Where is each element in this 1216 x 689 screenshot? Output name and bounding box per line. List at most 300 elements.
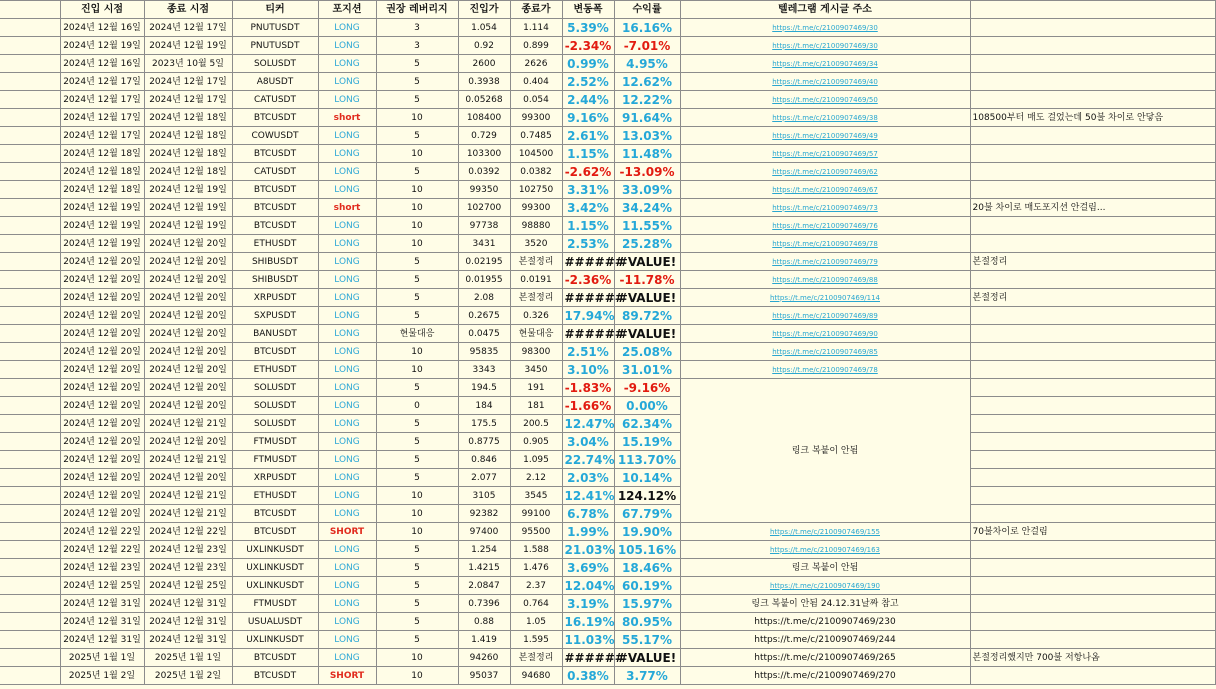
cell-ticker[interactable]: BTCUSDT: [232, 667, 318, 685]
cell-roi[interactable]: 19.90%: [614, 523, 680, 541]
cell-exit-price[interactable]: 3545: [510, 487, 562, 505]
cell-change[interactable]: ######: [562, 325, 614, 343]
cell-position[interactable]: LONG: [318, 595, 376, 613]
cell-exit-price[interactable]: 1.595: [510, 631, 562, 649]
cell-leverage[interactable]: 10: [376, 109, 458, 127]
cell-exit-price[interactable]: 0.764: [510, 595, 562, 613]
cell-telegram-link[interactable]: https://t.me/c/2100907469/230: [680, 613, 970, 631]
cell-roi[interactable]: 18.46%: [614, 559, 680, 577]
cell-change[interactable]: 12.41%: [562, 487, 614, 505]
cell-exit-date[interactable]: 2024년 12월 21일: [144, 415, 232, 433]
cell-telegram-link[interactable]: https://t.me/c/2100907469/244: [680, 631, 970, 649]
cell-leverage[interactable]: 5: [376, 613, 458, 631]
cell-change[interactable]: 9.16%: [562, 109, 614, 127]
cell-exit-date[interactable]: 2024년 12월 19일: [144, 37, 232, 55]
cell-position[interactable]: LONG: [318, 325, 376, 343]
cell-leverage[interactable]: 5: [376, 73, 458, 91]
cell-position[interactable]: LONG: [318, 253, 376, 271]
cell-leverage[interactable]: 10: [376, 649, 458, 667]
cell-roi[interactable]: 67.79%: [614, 505, 680, 523]
merged-note-cell[interactable]: 링크 복붙이 안됨: [680, 379, 970, 523]
cell-change[interactable]: 1.99%: [562, 523, 614, 541]
cell-change[interactable]: 3.04%: [562, 433, 614, 451]
cell-exit-price[interactable]: 0.054: [510, 91, 562, 109]
cell-entry-price[interactable]: 0.02195: [458, 253, 510, 271]
cell-position[interactable]: LONG: [318, 343, 376, 361]
cell-entry-price[interactable]: 95037: [458, 667, 510, 685]
cell-roi[interactable]: 10.14%: [614, 469, 680, 487]
cell-telegram-link[interactable]: https://t.me/c/2100907469/85: [680, 343, 970, 361]
cell-change[interactable]: 2.03%: [562, 469, 614, 487]
cell-note[interactable]: 20불 차이로 매도포지션 안걸림...: [970, 199, 1215, 217]
cell-ticker[interactable]: PNUTUSDT: [232, 37, 318, 55]
cell-entry-price[interactable]: 1.254: [458, 541, 510, 559]
cell-entry-date[interactable]: 2024년 12월 22일: [60, 523, 144, 541]
cell-note[interactable]: [970, 613, 1215, 631]
cell-note[interactable]: [970, 361, 1215, 379]
cell-entry-date[interactable]: 2024년 12월 20일: [60, 433, 144, 451]
cell-change[interactable]: 1.15%: [562, 217, 614, 235]
cell-telegram-link[interactable]: https://t.me/c/2100907469/265: [680, 649, 970, 667]
cell-entry-price[interactable]: 0.0475: [458, 325, 510, 343]
cell-exit-price[interactable]: 2626: [510, 55, 562, 73]
cell-exit-date[interactable]: 2024년 12월 20일: [144, 397, 232, 415]
cell-entry-date[interactable]: 2024년 12월 20일: [60, 253, 144, 271]
cell-leverage[interactable]: 5: [376, 163, 458, 181]
cell-exit-date[interactable]: 2024년 12월 17일: [144, 19, 232, 37]
cell-exit-date[interactable]: 2024년 12월 20일: [144, 307, 232, 325]
cell-note[interactable]: [970, 217, 1215, 235]
cell-telegram-link[interactable]: https://t.me/c/2100907469/30: [680, 19, 970, 37]
cell-note[interactable]: 108500부터 매도 걸었는데 50불 차이로 안닿음: [970, 109, 1215, 127]
cell-roi[interactable]: -7.01%: [614, 37, 680, 55]
cell-note[interactable]: [970, 307, 1215, 325]
cell-position[interactable]: LONG: [318, 145, 376, 163]
cell-ticker[interactable]: UXLINKUSDT: [232, 559, 318, 577]
cell-exit-price[interactable]: 94680: [510, 667, 562, 685]
cell-exit-price[interactable]: 99300: [510, 199, 562, 217]
cell-leverage[interactable]: 5: [376, 127, 458, 145]
cell-leverage[interactable]: 5: [376, 307, 458, 325]
cell-telegram-link[interactable]: https://t.me/c/2100907469/30: [680, 37, 970, 55]
cell-entry-date[interactable]: 2024년 12월 16일: [60, 55, 144, 73]
cell-telegram-link[interactable]: https://t.me/c/2100907469/49: [680, 127, 970, 145]
cell-note[interactable]: [970, 397, 1215, 415]
col-change-header[interactable]: 변동폭: [562, 1, 614, 19]
cell-entry-date[interactable]: 2024년 12월 20일: [60, 487, 144, 505]
cell-note[interactable]: [970, 433, 1215, 451]
cell-note[interactable]: [970, 37, 1215, 55]
cell-position[interactable]: LONG: [318, 163, 376, 181]
cell-leverage[interactable]: 5: [376, 577, 458, 595]
cell-change[interactable]: 11.03%: [562, 631, 614, 649]
cell-leverage[interactable]: 5: [376, 91, 458, 109]
cell-ticker[interactable]: PNUTUSDT: [232, 19, 318, 37]
cell-exit-date[interactable]: 2024년 12월 20일: [144, 271, 232, 289]
cell-leverage[interactable]: 5: [376, 469, 458, 487]
cell-leverage[interactable]: 5: [376, 55, 458, 73]
cell-note[interactable]: [970, 55, 1215, 73]
cell-ticker[interactable]: BTCUSDT: [232, 523, 318, 541]
cell-exit-date[interactable]: 2025년 1월 1일: [144, 649, 232, 667]
cell-telegram-link[interactable]: https://t.me/c/2100907469/34: [680, 55, 970, 73]
cell-telegram-link[interactable]: https://t.me/c/2100907469/57: [680, 145, 970, 163]
cell-entry-date[interactable]: 2024년 12월 20일: [60, 451, 144, 469]
cell-note[interactable]: [970, 577, 1215, 595]
cell-telegram-link[interactable]: https://t.me/c/2100907469/270: [680, 667, 970, 685]
cell-note[interactable]: [970, 379, 1215, 397]
cell-roi[interactable]: 62.34%: [614, 415, 680, 433]
cell-position[interactable]: LONG: [318, 289, 376, 307]
cell-roi[interactable]: 12.62%: [614, 73, 680, 91]
cell-entry-price[interactable]: 0.846: [458, 451, 510, 469]
cell-telegram-link[interactable]: 링크 복붙이 안됨: [680, 559, 970, 577]
cell-exit-date[interactable]: 2024년 12월 20일: [144, 361, 232, 379]
cell-telegram-link[interactable]: https://t.me/c/2100907469/38: [680, 109, 970, 127]
cell-entry-date[interactable]: 2024년 12월 22일: [60, 541, 144, 559]
cell-entry-price[interactable]: 1.054: [458, 19, 510, 37]
cell-telegram-link[interactable]: https://t.me/c/2100907469/62: [680, 163, 970, 181]
cell-ticker[interactable]: SHIBUSDT: [232, 271, 318, 289]
cell-position[interactable]: LONG: [318, 649, 376, 667]
cell-entry-price[interactable]: 0.92: [458, 37, 510, 55]
cell-entry-date[interactable]: 2024년 12월 20일: [60, 325, 144, 343]
cell-exit-date[interactable]: 2024년 12월 21일: [144, 451, 232, 469]
cell-entry-date[interactable]: 2024년 12월 19일: [60, 235, 144, 253]
cell-leverage[interactable]: 10: [376, 505, 458, 523]
cell-change[interactable]: 2.44%: [562, 91, 614, 109]
cell-leverage[interactable]: 5: [376, 415, 458, 433]
cell-exit-price[interactable]: 본절정리: [510, 289, 562, 307]
cell-exit-date[interactable]: 2024년 12월 21일: [144, 487, 232, 505]
cell-ticker[interactable]: UXLINKUSDT: [232, 631, 318, 649]
cell-note[interactable]: [970, 451, 1215, 469]
cell-ticker[interactable]: FTMUSDT: [232, 433, 318, 451]
cell-entry-price[interactable]: 194.5: [458, 379, 510, 397]
cell-exit-date[interactable]: 2024년 12월 23일: [144, 559, 232, 577]
cell-ticker[interactable]: USUALUSDT: [232, 613, 318, 631]
cell-position[interactable]: LONG: [318, 307, 376, 325]
cell-position[interactable]: LONG: [318, 505, 376, 523]
cell-position[interactable]: LONG: [318, 127, 376, 145]
cell-ticker[interactable]: BTCUSDT: [232, 505, 318, 523]
cell-telegram-link[interactable]: https://t.me/c/2100907469/50: [680, 91, 970, 109]
cell-change[interactable]: 3.31%: [562, 181, 614, 199]
cell-exit-price[interactable]: 0.899: [510, 37, 562, 55]
cell-position[interactable]: LONG: [318, 19, 376, 37]
cell-roi[interactable]: -9.16%: [614, 379, 680, 397]
cell-leverage[interactable]: 현물대응: [376, 325, 458, 343]
cell-exit-price[interactable]: 1.114: [510, 19, 562, 37]
cell-telegram-link[interactable]: https://t.me/c/2100907469/90: [680, 325, 970, 343]
cell-telegram-link[interactable]: https://t.me/c/2100907469/190: [680, 577, 970, 595]
cell-exit-date[interactable]: 2024년 12월 19일: [144, 199, 232, 217]
cell-change[interactable]: 5.39%: [562, 19, 614, 37]
cell-note[interactable]: [970, 631, 1215, 649]
cell-exit-price[interactable]: 0.905: [510, 433, 562, 451]
cell-roi[interactable]: #VALUE!: [614, 325, 680, 343]
cell-ticker[interactable]: ETHUSDT: [232, 361, 318, 379]
cell-exit-date[interactable]: 2024년 12월 20일: [144, 253, 232, 271]
cell-exit-price[interactable]: 1.476: [510, 559, 562, 577]
cell-ticker[interactable]: SOLUSDT: [232, 415, 318, 433]
cell-leverage[interactable]: 5: [376, 559, 458, 577]
cell-position[interactable]: short: [318, 199, 376, 217]
cell-leverage[interactable]: 5: [376, 451, 458, 469]
cell-entry-date[interactable]: 2024년 12월 31일: [60, 613, 144, 631]
cell-entry-date[interactable]: 2024년 12월 31일: [60, 595, 144, 613]
cell-exit-price[interactable]: 0.7485: [510, 127, 562, 145]
col-position-header[interactable]: 포지션: [318, 1, 376, 19]
cell-entry-date[interactable]: 2024년 12월 20일: [60, 397, 144, 415]
cell-roi[interactable]: 80.95%: [614, 613, 680, 631]
cell-change[interactable]: ######: [562, 253, 614, 271]
cell-telegram-link[interactable]: https://t.me/c/2100907469/76: [680, 217, 970, 235]
cell-leverage[interactable]: 0: [376, 397, 458, 415]
cell-change[interactable]: -2.62%: [562, 163, 614, 181]
cell-leverage[interactable]: 3: [376, 37, 458, 55]
cell-ticker[interactable]: SOLUSDT: [232, 397, 318, 415]
cell-entry-date[interactable]: 2024년 12월 17일: [60, 73, 144, 91]
cell-note[interactable]: [970, 163, 1215, 181]
cell-entry-date[interactable]: 2024년 12월 31일: [60, 631, 144, 649]
cell-entry-price[interactable]: 3105: [458, 487, 510, 505]
cell-ticker[interactable]: COWUSDT: [232, 127, 318, 145]
cell-ticker[interactable]: ETHUSDT: [232, 235, 318, 253]
cell-ticker[interactable]: CATUSDT: [232, 91, 318, 109]
cell-entry-date[interactable]: 2024년 12월 17일: [60, 127, 144, 145]
col-roi-header[interactable]: 수익률: [614, 1, 680, 19]
cell-leverage[interactable]: 10: [376, 217, 458, 235]
cell-exit-date[interactable]: 2024년 12월 31일: [144, 613, 232, 631]
cell-change[interactable]: 12.04%: [562, 577, 614, 595]
cell-ticker[interactable]: FTMUSDT: [232, 451, 318, 469]
cell-position[interactable]: LONG: [318, 397, 376, 415]
cell-change[interactable]: -1.83%: [562, 379, 614, 397]
cell-change[interactable]: 2.51%: [562, 343, 614, 361]
col-ticker-header[interactable]: 티커: [232, 1, 318, 19]
cell-roi[interactable]: 0.00%: [614, 397, 680, 415]
cell-note[interactable]: [970, 127, 1215, 145]
cell-note[interactable]: [970, 505, 1215, 523]
cell-telegram-link[interactable]: https://t.me/c/2100907469/88: [680, 271, 970, 289]
cell-leverage[interactable]: 5: [376, 379, 458, 397]
cell-ticker[interactable]: UXLINKUSDT: [232, 577, 318, 595]
cell-exit-price[interactable]: 1.588: [510, 541, 562, 559]
cell-roi[interactable]: -13.09%: [614, 163, 680, 181]
cell-note[interactable]: [970, 145, 1215, 163]
cell-leverage[interactable]: 5: [376, 271, 458, 289]
cell-position[interactable]: LONG: [318, 271, 376, 289]
cell-change[interactable]: 2.61%: [562, 127, 614, 145]
cell-roi[interactable]: #VALUE!: [614, 289, 680, 307]
cell-leverage[interactable]: 10: [376, 343, 458, 361]
cell-entry-date[interactable]: 2024년 12월 19일: [60, 37, 144, 55]
cell-roi[interactable]: 31.01%: [614, 361, 680, 379]
cell-entry-price[interactable]: 99350: [458, 181, 510, 199]
cell-roi[interactable]: 15.97%: [614, 595, 680, 613]
cell-exit-date[interactable]: 2024년 12월 17일: [144, 73, 232, 91]
cell-change[interactable]: 6.78%: [562, 505, 614, 523]
cell-ticker[interactable]: BTCUSDT: [232, 181, 318, 199]
cell-exit-date[interactable]: 2024년 12월 20일: [144, 289, 232, 307]
cell-roi[interactable]: 15.19%: [614, 433, 680, 451]
cell-position[interactable]: LONG: [318, 361, 376, 379]
cell-leverage[interactable]: 10: [376, 235, 458, 253]
cell-leverage[interactable]: 10: [376, 487, 458, 505]
col-leverage-header[interactable]: 권장 레버리지: [376, 1, 458, 19]
cell-ticker[interactable]: XRPUSDT: [232, 289, 318, 307]
cell-ticker[interactable]: SHIBUSDT: [232, 253, 318, 271]
cell-roi[interactable]: 105.16%: [614, 541, 680, 559]
cell-change[interactable]: 2.53%: [562, 235, 614, 253]
cell-position[interactable]: LONG: [318, 235, 376, 253]
cell-position[interactable]: LONG: [318, 577, 376, 595]
cell-ticker[interactable]: BTCUSDT: [232, 343, 318, 361]
cell-exit-date[interactable]: 2024년 12월 31일: [144, 595, 232, 613]
cell-entry-price[interactable]: 0.0392: [458, 163, 510, 181]
cell-entry-date[interactable]: 2024년 12월 25일: [60, 577, 144, 595]
cell-position[interactable]: short: [318, 109, 376, 127]
cell-exit-date[interactable]: 2024년 12월 20일: [144, 325, 232, 343]
cell-telegram-link[interactable]: 링크 복붙이 안됨 24.12.31날짜 참고: [680, 595, 970, 613]
cell-ticker[interactable]: SOLUSDT: [232, 379, 318, 397]
cell-note[interactable]: 본절정리: [970, 253, 1215, 271]
cell-exit-price[interactable]: 1.095: [510, 451, 562, 469]
cell-leverage[interactable]: 5: [376, 289, 458, 307]
cell-entry-price[interactable]: 103300: [458, 145, 510, 163]
cell-entry-price[interactable]: 2.077: [458, 469, 510, 487]
cell-roi[interactable]: 16.16%: [614, 19, 680, 37]
cell-note[interactable]: [970, 181, 1215, 199]
cell-change[interactable]: -1.66%: [562, 397, 614, 415]
cell-position[interactable]: LONG: [318, 217, 376, 235]
cell-entry-price[interactable]: 0.88: [458, 613, 510, 631]
cell-entry-price[interactable]: 0.2675: [458, 307, 510, 325]
cell-ticker[interactable]: BANUSDT: [232, 325, 318, 343]
cell-telegram-link[interactable]: https://t.me/c/2100907469/73: [680, 199, 970, 217]
cell-entry-date[interactable]: 2024년 12월 20일: [60, 307, 144, 325]
cell-exit-date[interactable]: 2024년 12월 20일: [144, 343, 232, 361]
cell-position[interactable]: LONG: [318, 559, 376, 577]
col-telegram-header[interactable]: 텔레그램 게시글 주소: [680, 1, 970, 19]
col-exit-price-header[interactable]: 종료가: [510, 1, 562, 19]
cell-leverage[interactable]: 10: [376, 523, 458, 541]
cell-roi[interactable]: #VALUE!: [614, 253, 680, 271]
cell-note[interactable]: [970, 595, 1215, 613]
cell-entry-date[interactable]: 2024년 12월 20일: [60, 289, 144, 307]
cell-exit-date[interactable]: 2024년 12월 22일: [144, 523, 232, 541]
cell-entry-price[interactable]: 97738: [458, 217, 510, 235]
cell-entry-date[interactable]: 2024년 12월 17일: [60, 91, 144, 109]
cell-entry-price[interactable]: 97400: [458, 523, 510, 541]
cell-ticker[interactable]: XRPUSDT: [232, 469, 318, 487]
cell-roi[interactable]: -11.78%: [614, 271, 680, 289]
cell-entry-price[interactable]: 102700: [458, 199, 510, 217]
cell-ticker[interactable]: BTCUSDT: [232, 109, 318, 127]
cell-change[interactable]: 17.94%: [562, 307, 614, 325]
cell-roi[interactable]: 25.28%: [614, 235, 680, 253]
cell-exit-price[interactable]: 0.0382: [510, 163, 562, 181]
cell-note[interactable]: [970, 541, 1215, 559]
cell-ticker[interactable]: ETHUSDT: [232, 487, 318, 505]
cell-change[interactable]: 3.42%: [562, 199, 614, 217]
cell-roi[interactable]: 113.70%: [614, 451, 680, 469]
cell-exit-price[interactable]: 102750: [510, 181, 562, 199]
cell-note[interactable]: [970, 19, 1215, 37]
cell-entry-date[interactable]: 2025년 1월 2일: [60, 667, 144, 685]
cell-change[interactable]: 21.03%: [562, 541, 614, 559]
cell-entry-price[interactable]: 0.01955: [458, 271, 510, 289]
cell-exit-date[interactable]: 2024년 12월 20일: [144, 469, 232, 487]
cell-telegram-link[interactable]: https://t.me/c/2100907469/67: [680, 181, 970, 199]
cell-change[interactable]: ######: [562, 649, 614, 667]
cell-entry-price[interactable]: 0.8775: [458, 433, 510, 451]
cell-entry-price[interactable]: 2.08: [458, 289, 510, 307]
cell-exit-date[interactable]: 2024년 12월 20일: [144, 235, 232, 253]
cell-change[interactable]: 1.15%: [562, 145, 614, 163]
cell-position[interactable]: LONG: [318, 631, 376, 649]
cell-exit-date[interactable]: 2025년 1월 2일: [144, 667, 232, 685]
cell-roi[interactable]: 34.24%: [614, 199, 680, 217]
cell-change[interactable]: 0.99%: [562, 55, 614, 73]
cell-telegram-link[interactable]: https://t.me/c/2100907469/114: [680, 289, 970, 307]
cell-change[interactable]: 3.69%: [562, 559, 614, 577]
cell-exit-price[interactable]: 현물대응: [510, 325, 562, 343]
cell-roi[interactable]: 25.08%: [614, 343, 680, 361]
cell-position[interactable]: LONG: [318, 55, 376, 73]
cell-leverage[interactable]: 10: [376, 181, 458, 199]
cell-position[interactable]: LONG: [318, 451, 376, 469]
cell-change[interactable]: 2.52%: [562, 73, 614, 91]
cell-exit-date[interactable]: 2024년 12월 20일: [144, 433, 232, 451]
cell-position[interactable]: SHORT: [318, 667, 376, 685]
cell-roi[interactable]: 4.95%: [614, 55, 680, 73]
col-exit-header[interactable]: 종료 시점: [144, 1, 232, 19]
cell-leverage[interactable]: 5: [376, 541, 458, 559]
cell-entry-date[interactable]: 2024년 12월 20일: [60, 505, 144, 523]
cell-exit-price[interactable]: 0.0191: [510, 271, 562, 289]
cell-exit-price[interactable]: 200.5: [510, 415, 562, 433]
cell-leverage[interactable]: 10: [376, 145, 458, 163]
cell-change[interactable]: 3.10%: [562, 361, 614, 379]
cell-change[interactable]: -2.34%: [562, 37, 614, 55]
cell-telegram-link[interactable]: https://t.me/c/2100907469/78: [680, 361, 970, 379]
cell-change[interactable]: ######: [562, 289, 614, 307]
cell-exit-price[interactable]: 0.326: [510, 307, 562, 325]
cell-exit-price[interactable]: 98300: [510, 343, 562, 361]
cell-roi[interactable]: 60.19%: [614, 577, 680, 595]
cell-entry-price[interactable]: 0.3938: [458, 73, 510, 91]
cell-entry-date[interactable]: 2024년 12월 19일: [60, 199, 144, 217]
cell-change[interactable]: 0.38%: [562, 667, 614, 685]
cell-note[interactable]: [970, 325, 1215, 343]
cell-entry-date[interactable]: 2024년 12월 20일: [60, 469, 144, 487]
cell-exit-price[interactable]: 3520: [510, 235, 562, 253]
cell-entry-date[interactable]: 2024년 12월 18일: [60, 181, 144, 199]
cell-leverage[interactable]: 5: [376, 595, 458, 613]
cell-roi[interactable]: 13.03%: [614, 127, 680, 145]
cell-entry-price[interactable]: 3431: [458, 235, 510, 253]
cell-ticker[interactable]: BTCUSDT: [232, 649, 318, 667]
cell-position[interactable]: LONG: [318, 469, 376, 487]
cell-leverage[interactable]: 5: [376, 433, 458, 451]
cell-note[interactable]: [970, 667, 1215, 685]
cell-exit-price[interactable]: 0.404: [510, 73, 562, 91]
cell-entry-date[interactable]: 2024년 12월 20일: [60, 361, 144, 379]
cell-exit-price[interactable]: 1.05: [510, 613, 562, 631]
cell-leverage[interactable]: 10: [376, 361, 458, 379]
